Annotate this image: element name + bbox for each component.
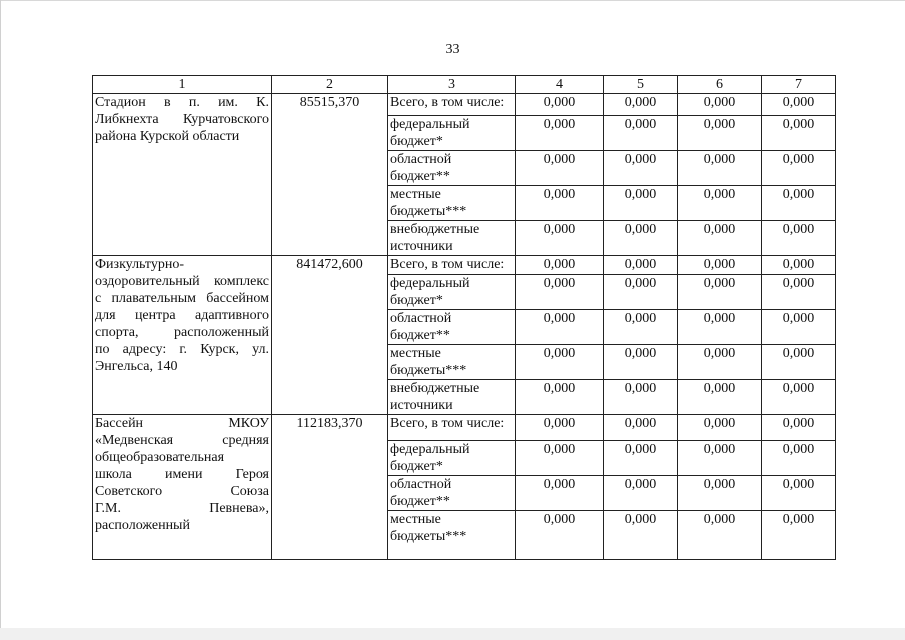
estimated-cost-cell: 85515,370 [272, 94, 388, 256]
amount-cell: 0,000 [516, 94, 604, 116]
amount-cell: 0,000 [678, 441, 762, 476]
amount-cell: 0,000 [604, 186, 678, 221]
header-col-7: 7 [762, 76, 836, 94]
object-name-line: общеобразовательная [95, 450, 225, 465]
object-name-line: района Курской области [95, 129, 240, 144]
table-body [93, 94, 836, 560]
financing-table [92, 75, 836, 560]
amount-cell: 0,000 [762, 441, 836, 476]
amount-cell: 0,000 [762, 186, 836, 221]
amount-cell: 0,000 [762, 94, 836, 116]
amount-cell: 0,000 [762, 221, 836, 256]
amount-cell: 0,000 [516, 310, 604, 345]
object-name-line: расположенный [95, 518, 190, 533]
object-name-line: школа имени Героя [95, 467, 269, 482]
amount-cell: 0,000 [762, 310, 836, 345]
amount-cell: 0,000 [516, 186, 604, 221]
estimated-cost-cell: 112183,370 [272, 415, 388, 560]
object-name-line: Либкнехта Курчатовского [95, 112, 269, 127]
header-col-5: 5 [604, 76, 678, 94]
amount-cell: 0,000 [762, 511, 836, 560]
object-name-line: Бассейн МКОУ [95, 416, 269, 431]
amount-cell: 0,000 [604, 275, 678, 310]
amount-cell: 0,000 [516, 256, 604, 275]
amount-cell: 0,000 [604, 310, 678, 345]
funding-source-cell: Всего, в том числе: [388, 415, 516, 441]
header-col-2: 2 [272, 76, 388, 94]
funding-source-cell: Всего, в том числе: [388, 256, 516, 275]
scan-edge-left [0, 0, 1, 640]
page-number: 33 [445, 42, 460, 57]
amount-cell: 0,000 [678, 116, 762, 151]
amount-cell: 0,000 [678, 275, 762, 310]
estimated-cost-cell: 841472,600 [272, 256, 388, 415]
amount-cell: 0,000 [678, 221, 762, 256]
amount-cell: 0,000 [762, 275, 836, 310]
funding-source-cell: внебюджетные источники [388, 380, 516, 415]
header-row [93, 76, 836, 94]
amount-cell: 0,000 [604, 116, 678, 151]
amount-cell: 0,000 [678, 151, 762, 186]
amount-cell: 0,000 [516, 151, 604, 186]
amount-cell: 0,000 [516, 441, 604, 476]
amount-cell: 0,000 [678, 186, 762, 221]
object-name-line: Физкультурно- [95, 257, 184, 272]
amount-cell: 0,000 [516, 415, 604, 441]
object-name-line: оздоровительный комплекс [95, 274, 269, 289]
object-name-line: с плавательным бассейном [95, 291, 269, 306]
object-name-line: Советского Союза [95, 484, 269, 499]
amount-cell: 0,000 [762, 380, 836, 415]
object-name-line: по адресу: г. Курск, ул. [95, 342, 269, 357]
funding-source-cell: Всего, в том числе: [388, 94, 516, 116]
object-name-line: «Медвенская средняя [95, 433, 269, 448]
funding-source-cell: областной бюджет** [388, 310, 516, 345]
amount-cell: 0,000 [678, 476, 762, 511]
funding-source-cell: федеральный бюджет* [388, 275, 516, 310]
funding-source-cell: внебюджетные источники [388, 221, 516, 256]
amount-cell: 0,000 [604, 415, 678, 441]
object-name-cell [93, 256, 272, 415]
funding-source-cell: областной бюджет** [388, 151, 516, 186]
amount-cell: 0,000 [678, 94, 762, 116]
scan-edge-bottom [0, 628, 905, 640]
amount-cell: 0,000 [604, 380, 678, 415]
funding-source-cell: местные бюджеты*** [388, 345, 516, 380]
scan-edge-top [0, 0, 905, 1]
object-name-line: для центра адаптивного [95, 308, 269, 323]
amount-cell: 0,000 [604, 151, 678, 186]
amount-cell: 0,000 [678, 380, 762, 415]
amount-cell: 0,000 [678, 415, 762, 441]
header-col-1: 1 [93, 76, 272, 94]
table-row [93, 94, 836, 116]
object-name-cell [93, 94, 272, 256]
amount-cell: 0,000 [762, 256, 836, 275]
funding-source-cell: областной бюджет** [388, 476, 516, 511]
amount-cell: 0,000 [604, 345, 678, 380]
amount-cell: 0,000 [516, 511, 604, 560]
header-col-6: 6 [678, 76, 762, 94]
funding-source-cell: федеральный бюджет* [388, 116, 516, 151]
amount-cell: 0,000 [516, 476, 604, 511]
amount-cell: 0,000 [678, 345, 762, 380]
amount-cell: 0,000 [604, 221, 678, 256]
object-name-cell [93, 415, 272, 560]
object-name-line: спорта, расположенный [95, 325, 269, 340]
object-name-line: Энгельса, 140 [95, 359, 178, 374]
amount-cell: 0,000 [604, 94, 678, 116]
table-row [93, 256, 836, 275]
amount-cell: 0,000 [604, 256, 678, 275]
amount-cell: 0,000 [516, 275, 604, 310]
funding-source-cell: местные бюджеты*** [388, 186, 516, 221]
amount-cell: 0,000 [516, 380, 604, 415]
amount-cell: 0,000 [516, 116, 604, 151]
amount-cell: 0,000 [762, 345, 836, 380]
amount-cell: 0,000 [516, 345, 604, 380]
object-name-line: Г.М. Певнева», [95, 501, 269, 516]
object-name-line: Стадион в п. им. К. [95, 95, 269, 110]
amount-cell: 0,000 [604, 441, 678, 476]
amount-cell: 0,000 [678, 310, 762, 345]
amount-cell: 0,000 [762, 476, 836, 511]
funding-source-cell: федеральный бюджет* [388, 441, 516, 476]
amount-cell: 0,000 [516, 221, 604, 256]
amount-cell: 0,000 [604, 511, 678, 560]
amount-cell: 0,000 [762, 151, 836, 186]
amount-cell: 0,000 [762, 415, 836, 441]
amount-cell: 0,000 [678, 256, 762, 275]
table-row [93, 415, 836, 441]
amount-cell: 0,000 [762, 116, 836, 151]
amount-cell: 0,000 [678, 511, 762, 560]
header-col-3: 3 [388, 76, 516, 94]
header-col-4: 4 [516, 76, 604, 94]
amount-cell: 0,000 [604, 476, 678, 511]
funding-source-cell: местные бюджеты*** [388, 511, 516, 560]
